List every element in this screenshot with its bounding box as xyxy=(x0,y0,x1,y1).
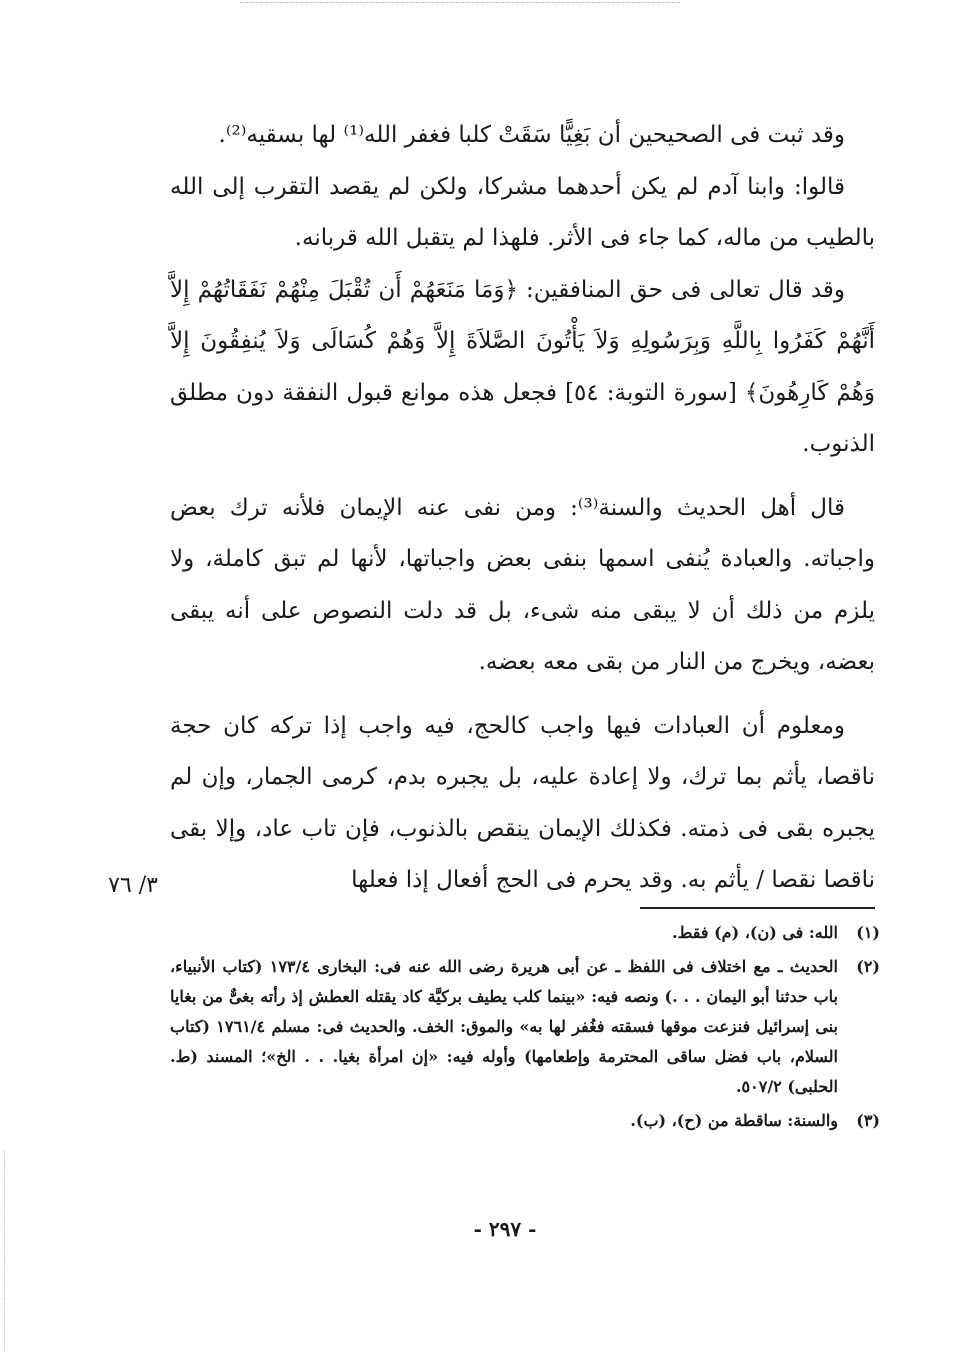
page-number: - ٢٩٧ - xyxy=(473,1217,537,1241)
scan-top-edge xyxy=(240,2,680,3)
footnote-3 xyxy=(170,1106,880,1136)
main-text xyxy=(170,110,875,907)
footnote-2 xyxy=(170,952,880,1102)
paragraph-4: قال أهل الحديث والسنة⁽³⁾: ومن نفى عنه الإيمان فلأنه ترك بعض واجباته. والعبادة يُنفى اسمها بنفى بعض واجباتها، لأنها لم تبق كاملة، ولا يلزم من ذلك أن لا يبقى منه شىء، بل قد دلت النصوص على أنه يبقى بعضه، ويخرج من النار من بقى معه بعضه. xyxy=(170,494,875,675)
footnote-1 xyxy=(170,918,880,948)
paragraph-5: ومعلوم أن العبادات فيها واجب كالحج، فيه واجب إذا تركه كان حجة ناقصا، يأثم بما ترك، ولا إعادة عليه، بل يجبره بدم، كرمى الجمار، وإن لم يجبره بقى فى ذمته. فكذلك الإيمان ينقص بالذنوب، فإن تاب عاد، وإلا بقى ناقصا نقصا / يأثم به. وقد يحرم فى الحج أفعال إذا فعلها xyxy=(170,712,875,893)
footnote-number: (١) xyxy=(856,923,880,942)
footnote-text: الله: فى (ن)، (م) فقط. xyxy=(672,923,838,942)
footnote-number: (٣) xyxy=(856,1111,880,1130)
paragraph-3: وقد قال تعالى فى حق المنافقين: ﴿وَمَا مَنَعَهُمْ أَن تُقْبَلَ مِنْهُمْ نَفَقَاتُهُمْ إِلاَّ أَنَّهُمْ كَفَرُوا بِاللَّهِ وَبِرَسُولِهِ وَلاَ يَأْتُونَ الصَّلاَةَ إِلاَّ وَهُمْ كُسَالَى وَلاَ يُنفِقُونَ إِلاَّ وَهُمْ كَارِهُونَ﴾ [سورة التوبة: ٥٤] فجعل هذه موانع قبول النفقة دون مطلق الذنوب. xyxy=(170,276,875,457)
margin-page-reference: ٣/ ٧٦ xyxy=(108,873,158,898)
footnote-separator xyxy=(640,907,875,909)
footnote-text: الحديث ـ مع اختلاف فى اللفظ ـ عن أبى هريرة رضى الله عنه فى: البخارى ١٧٣/٤ (كتاب الأنبياء، باب حدثنا أبو اليمان . . .) ونصه فيه: «بينما كلب يطيف بركيَّة كاد يقتله العطش إذ رأته بغىٌّ من بغايا بنى إسرائيل فنزعت موقها فسقته فغُفر لها به» والموق: الخف. والحديث فى: مسلم ١٧٦١/٤ (كتاب السلام، باب فضل ساقى المحترمة وإطعامها) وأوله فيه: «إن امرأة بغيا. . . الخ»؛ المسند (ط. الحلبى) ٥٠٧/٢. xyxy=(170,957,839,1096)
scan-left-edge xyxy=(4,1150,5,1350)
footnote-text: والسنة: ساقطة من (ح)، (ب). xyxy=(630,1111,838,1130)
paragraph-2: قالوا: وابنا آدم لم يكن أحدهما مشركا، ولكن لم يقصد التقرب إلى الله بالطيب من ماله، كما جاء فى الأثر. فلهذا لم يتقبل الله قربانه. xyxy=(170,173,875,251)
footnotes xyxy=(170,918,880,1140)
footnote-number: (٢) xyxy=(856,957,880,976)
paragraph-1: وقد ثبت فى الصحيحين أن بَغِيًّا سَقَتْ كلبا فغفر الله⁽¹⁾ لها بسقيه⁽²⁾. xyxy=(218,122,845,148)
